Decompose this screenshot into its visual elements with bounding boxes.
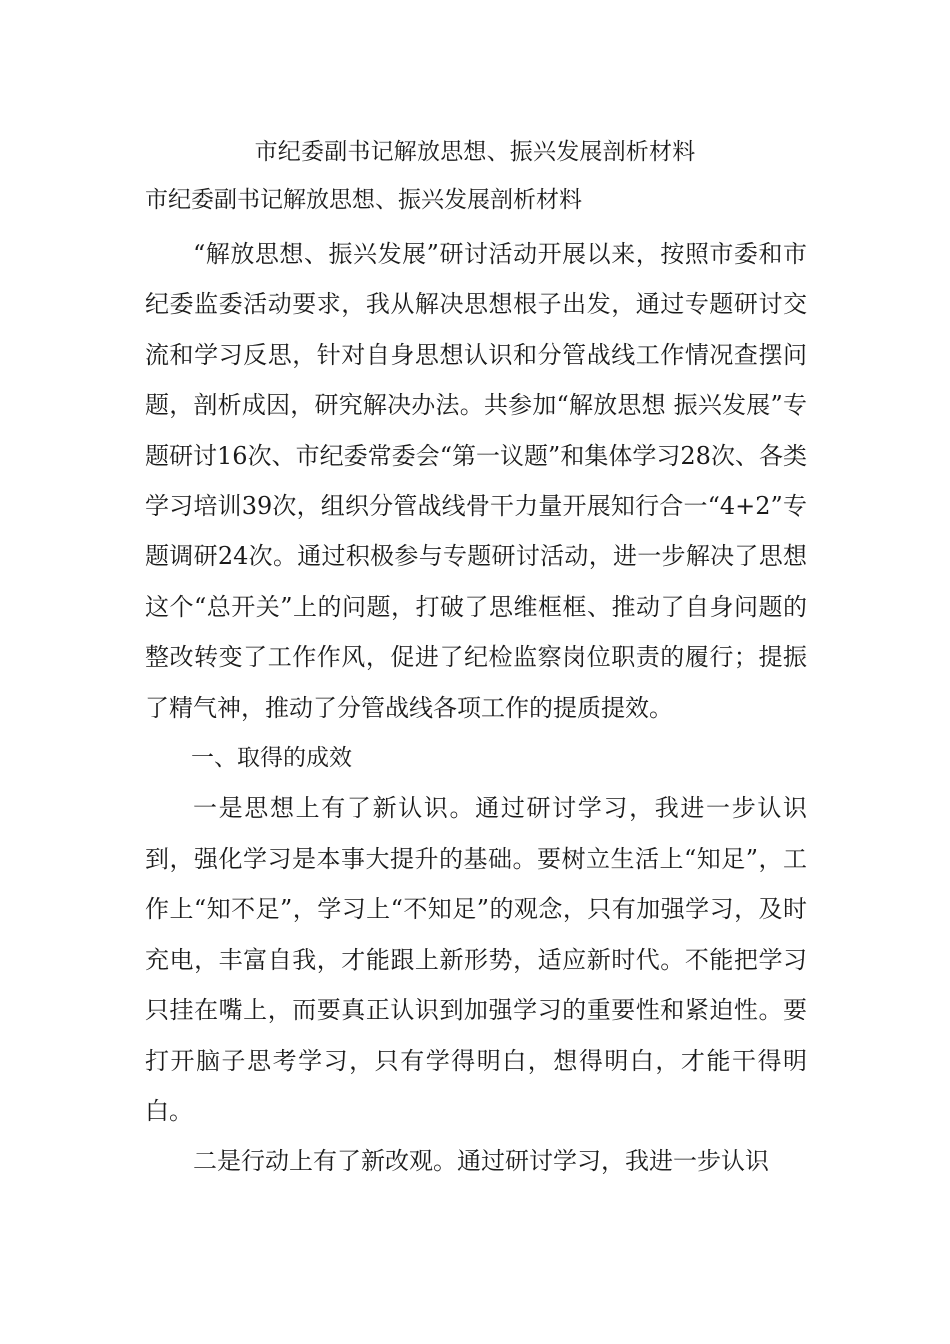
document-title: 市纪委副书记解放思想、振兴发展剖析材料 <box>254 139 696 165</box>
paragraph-second-point: 二是行动上有了新改观。通过研讨学习，我进一步认识 <box>193 1147 769 1176</box>
document-subtitle: 市纪委副书记解放思想、振兴发展剖析材料 <box>145 187 582 213</box>
section-heading: 一、取得的成效 <box>191 745 352 772</box>
paragraph-first-point: 一是思想上有了新认识。通过研讨学习，我进一步认识到，强化学习是本事大提升的基础。要树立生活上“知足”，工作上“知不足”，学习上“不知足”的观念，只有加强学习，及时充电，丰富自我，才能跟上新形势，适应新时代。不能把学习只挂在嘴上，而要真正认识到加强学习的重要性和紧迫性。要打开脑子思考学习，只有学得明白，想得明白，才能干得明白。 <box>145 794 807 1125</box>
document-body <box>145 229 807 1187</box>
paragraph-intro: “解放思想、振兴发展”研讨活动开展以来，按照市委和市纪委监委活动要求，我从解决思想根子出发，通过专题研讨交流和学习反思，针对自身思想认识和分管战线工作情况查摆问题，剖析成因，研究解决办法。共参加“解放思想 振兴发展”专题研讨16次、市纪委常委会“第一议题”和集体学习28次、各类学习培训39次，组织分管战线骨干力量开展知行合一“4+2”专题调研24次。通过积极参与专题研讨活动，进一步解决了思想这个“总开关”上的问题，打破了思维框框、推动了自身问题的整改转变了工作作风，促进了纪检监察岗位职责的履行；提振了精气神，推动了分管战线各项工作的提质提效。 <box>145 240 807 722</box>
